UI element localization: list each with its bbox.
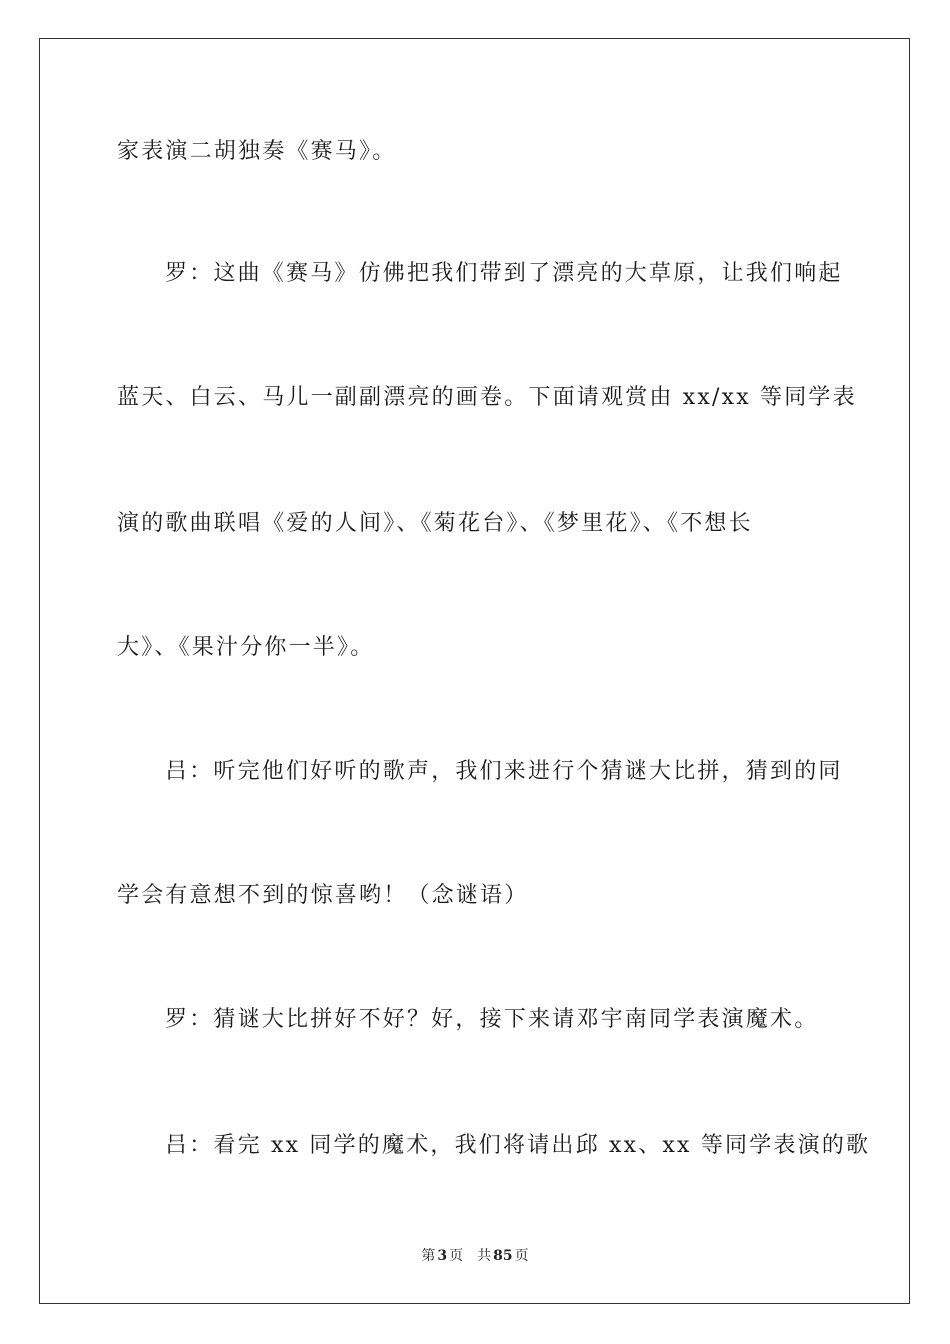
page-border — [39, 38, 910, 1304]
text-line-9: 吕：看完 xx 同学的魔术，我们将请出邱 xx、xx 等同学表演的歌 — [165, 1133, 871, 1158]
footer-page-prefix: 第 — [421, 1248, 436, 1264]
page-footer — [0, 1247, 950, 1265]
footer-page-number: 3 — [437, 1248, 448, 1264]
text-line-4: 演的歌曲联唱《爱的人间》、《菊花台》、《梦里花》、《不想长 — [117, 511, 753, 536]
footer-page-suffix: 页 — [449, 1248, 464, 1264]
footer-total-prefix: 共 — [477, 1248, 492, 1264]
text-line-3: 蓝天、白云、马儿一副副漂亮的画卷。下面请观赏由 xx/xx 等同学表 — [117, 385, 857, 410]
text-line-5: 大》、《果汁分你一半》。 — [117, 635, 375, 660]
footer-total-suffix: 页 — [514, 1248, 529, 1264]
text-line-6: 吕：听完他们好听的歌声，我们来进行个猜谜大比拼，猜到的同 — [165, 759, 843, 784]
footer-total-pages: 85 — [493, 1248, 513, 1264]
text-line-1: 家表演二胡独奏《赛马》。 — [117, 139, 397, 164]
text-line-2: 罗：这曲《赛马》仿佛把我们带到了漂亮的大草原，让我们响起 — [165, 261, 843, 286]
text-line-8: 罗：猜谜大比拼好不好？好，接下来请邓宇南同学表演魔术。 — [165, 1007, 819, 1032]
text-line-7: 学会有意想不到的惊喜哟！（念谜语） — [117, 883, 529, 908]
